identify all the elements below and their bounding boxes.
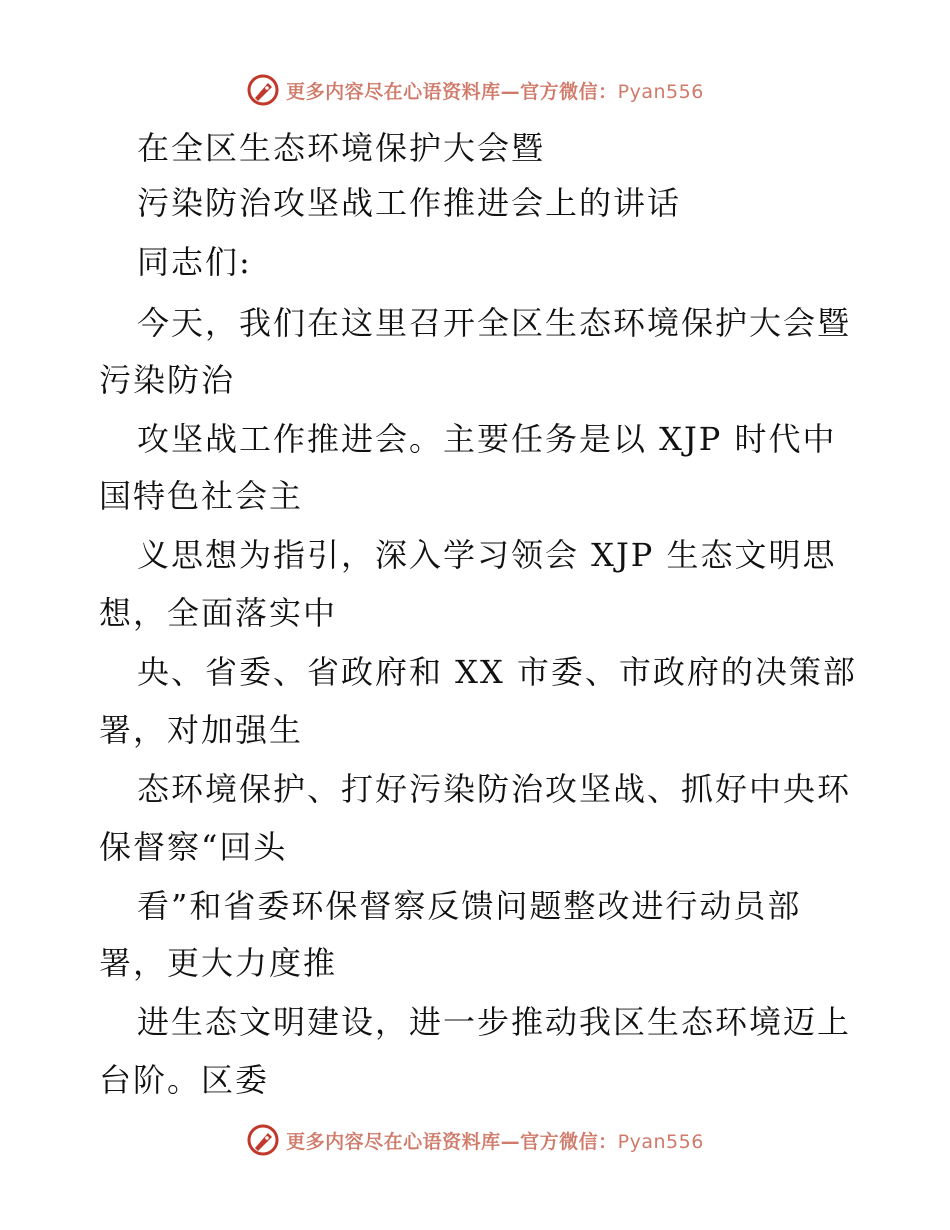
paragraph-line: 看”和省委环保督察反馈问题整改进行动员部 [137,887,802,925]
paragraph-line: 台阶。区委 [99,1061,270,1099]
watermark-label: 更多内容尽在心语资料库—官方微信： [286,80,618,103]
paragraph-line: 攻坚战工作推进会。主要任务是以 XJP 时代中 [137,420,837,458]
pen-nib-logo-icon [246,1123,280,1157]
salutation: 同志们: [137,243,252,281]
paragraph-line: 污染防治 [99,361,236,399]
paragraph-line: 国特色社会主 [99,477,304,515]
title-line-2: 污染防治攻坚战工作推进会上的讲话 [137,184,682,222]
footer-watermark [0,1120,950,1160]
paragraph-line: 想，全面落实中 [99,594,338,632]
paragraph-line: 进生态文明建设，进一步推动我区生态环境迈上 [137,1003,852,1041]
paragraph-line: 今天，我们在这里召开全区生态环境保护大会暨 [137,304,852,342]
watermark-text [286,77,704,104]
paragraph-line: 态环境保护、打好污染防治攻坚战、抓好中央环 [137,770,852,808]
watermark-label: 更多内容尽在心语资料库—官方微信： [286,1130,618,1153]
paragraph-line: 央、省委、省政府和 XX 市委、市政府的决策部 [137,653,857,691]
paragraph-line: 署，对加强生 [99,711,304,749]
watermark-wechat-id: Pyan556 [617,1130,704,1153]
watermark-wechat-id: Pyan556 [617,80,704,103]
title-line-1: 在全区生态环境保护大会暨 [137,129,546,167]
paragraph-line: 署，更大力度推 [99,944,338,982]
paragraph-line: 保督察“回头 [99,828,288,866]
watermark-text [286,1127,704,1154]
pen-nib-logo-icon [246,73,280,107]
header-watermark [0,70,950,110]
paragraph-line: 义思想为指引，深入学习领会 XJP 生态文明思 [137,536,837,574]
